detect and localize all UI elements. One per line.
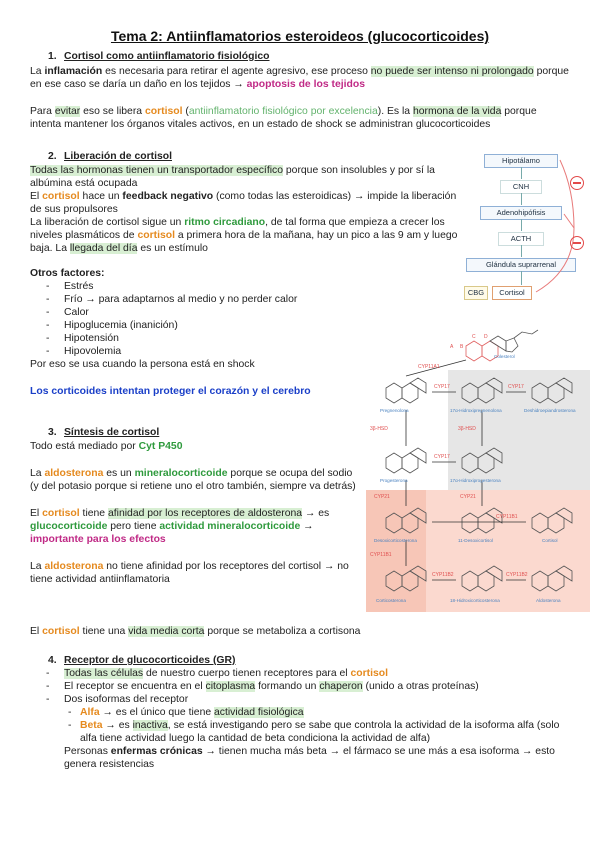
cnh-box: CNH (500, 180, 542, 194)
enzyme-label: CYP11B2 (506, 572, 528, 578)
cortisol-box: Cortisol (492, 286, 532, 300)
list-item: - Dos isoformas del receptor (46, 693, 570, 706)
paragraph: La aldosterona no tiene afinidad por los receptores del cortisol → no tiene actividad antiinflamatoria (30, 561, 349, 585)
paragraph: Todo está mediado por Cyt P450 (30, 441, 183, 452)
paragraph: El cortisol hace un feedback negativo (como todas las esteroidicas) → impide la liberación de sus propulsores (30, 191, 457, 215)
feedback-arrows (462, 150, 592, 306)
molecule-label: 17α-Hidroxipregnenolona (450, 408, 502, 413)
paragraph: La inflamación es necesaria para retirar el agente agresivo, ese proceso no puede ser intenso ni prolongado porque en ese caso se daría un daño en los tejidos → apoptosis de los tejidos (30, 66, 569, 90)
paragraph: Todas las hormonas tienen un transportador específico porque son insolubles y por sí la albúmina está ocupada (30, 165, 435, 189)
steroid-synthesis-figure (366, 318, 592, 614)
molecule-label: 17α-Hidroxiprogesterona (450, 478, 501, 483)
molecule-label: Aldosterona (536, 598, 561, 603)
enzyme-label: 3β-HSD (370, 426, 388, 432)
inhibition-icon (570, 236, 584, 250)
section-cortisol-antiinflamatorio (30, 50, 570, 131)
enzyme-label: CYP17 (508, 384, 524, 390)
molecule-label: Progesterona (380, 478, 408, 483)
steroid-pathway-svg (366, 318, 592, 614)
section-receptor-glucocorticoides (30, 654, 570, 771)
paragraph: La liberación de cortisol sigue un ritmo circadiano, de tal forma que empieza a crecer los niveles plasmáticos de cortisol a primera hora de la mañana, hay un pico a las 9 am y luego baja. La llegada del día es un estímulo (30, 217, 458, 254)
section-heading-text: Receptor de glucocorticoides (GR) (64, 655, 236, 666)
section-heading-text: Síntesis de cortisol (64, 427, 160, 438)
paragraph: El cortisol tiene afinidad por los receptores de aldosterona → es glucocorticoide pero tiene actividad mineralocorticoide → importante para los efectos (30, 508, 330, 545)
list-item: - Hipoglucemia (inanición) (46, 319, 460, 332)
molecule-label: Cortisol (542, 538, 558, 543)
molecule-label: 18-Hidroxicorticosterona (450, 598, 500, 603)
ring-label: B (460, 344, 464, 350)
list-item: - Hipotensión (46, 332, 460, 345)
molecule-label: Corticosterona (376, 598, 406, 603)
acth-box: ACTH (498, 232, 544, 246)
list-item: - El receptor se encuentra en el citoplasma formando un chaperon (unido a otras proteínas) (46, 680, 570, 693)
molecule-label: 11-Desoxicortisol (458, 538, 493, 543)
enzyme-label: CYP17 (434, 454, 450, 460)
adenohipofisis-box: Adenohipófisis (480, 206, 562, 220)
section-heading (48, 426, 360, 439)
molecule-label: Desoxicorticosterona (374, 538, 417, 543)
ring-label: D (484, 334, 488, 340)
ring-label: C (472, 334, 476, 340)
section-number: 3. (48, 427, 57, 438)
section-number: 4. (48, 655, 57, 666)
list-item: - Frío → para adaptarnos al medio y no perder calor (46, 293, 460, 306)
list-item: - Hipovolemia (46, 345, 460, 358)
molecule-label: Pregnenolona (380, 408, 409, 413)
enzyme-label: CYP21 (460, 494, 476, 500)
ring-label: A (450, 344, 454, 350)
list-item-alfa: - Alfa → es el único que tiene actividad fisiológica (68, 706, 570, 719)
enzyme-label: CYP11A1 (418, 364, 440, 370)
inhibition-icon (570, 176, 584, 190)
cbg-box: CBG (464, 286, 488, 300)
blue-note: Los corticoides intentan proteger el corazón y el cerebro (30, 386, 311, 397)
section-heading (48, 654, 570, 667)
list-item: - Todas las células de nuestro cuerpo tienen receptores para el cortisol (46, 667, 570, 680)
paragraph: El cortisol tiene una vida media corta porque se metaboliza a cortisona (30, 626, 361, 637)
section-heading-text: Cortisol como antiinflamatorio fisiológico (64, 51, 270, 62)
otros-factores-title: Otros factores: (30, 268, 105, 279)
section-number: 2. (48, 151, 57, 162)
receptor-list (46, 667, 570, 706)
hipotalamo-box: Hipotálamo (484, 154, 558, 168)
enzyme-label: 3β-HSD (458, 426, 476, 432)
enzyme-label: CYP11B1 (496, 514, 518, 520)
enzyme-label: CYP11B2 (432, 572, 454, 578)
list-item: - Calor (46, 306, 460, 319)
hpa-axis-diagram (462, 150, 592, 306)
paragraph: Personas enfermas crónicas → tienen mucha más beta → el fármaco se une más a esa isoforma → esto genera resistencias (64, 746, 555, 770)
enzyme-label: CYP11B1 (370, 552, 392, 558)
list-item: - Estrés (46, 280, 460, 293)
paragraph: Para evitar eso se libera cortisol (antiinflamatorio fisiológico por excelencia). Es la hormona de la vida porque intenta mantener los órganos vitales activos, en un estado de shock se administran glucocorticoides (30, 106, 537, 130)
molecule-label: Deshidroepiandrosterona (524, 408, 576, 413)
page-title: Tema 2: Antiinflamatorios esteroideos (glucocorticoides) (110, 28, 490, 44)
glandula-box: Glándula suprarrenal (466, 258, 576, 272)
molecule-label: Colesterol (494, 354, 515, 359)
list-item-beta: - Beta → es inactiva, se está investigando pero se sabe que controla la actividad de la isoforma alfa (solo alfa tiene actividad luego la cantidad de beta condiciona la actividad de alfa) (68, 719, 570, 745)
section-heading (48, 50, 570, 63)
section-sintesis-cortisol (30, 426, 360, 586)
section-number: 1. (48, 51, 57, 62)
section-heading-text: Liberación de cortisol (64, 151, 172, 162)
paragraph: La aldosterona es un mineralocorticoide porque se ocupa del sodio (y del potasio porque si retiene uno el otro también, siempre va detrás) (30, 468, 356, 492)
isoform-list (68, 706, 570, 745)
enzyme-label: CYP21 (374, 494, 390, 500)
paragraph: Por eso se usa cuando la persona está en shock (30, 359, 255, 370)
paragraph-vida-media (30, 625, 570, 638)
enzyme-label: CYP17 (434, 384, 450, 390)
section-heading (48, 150, 460, 163)
